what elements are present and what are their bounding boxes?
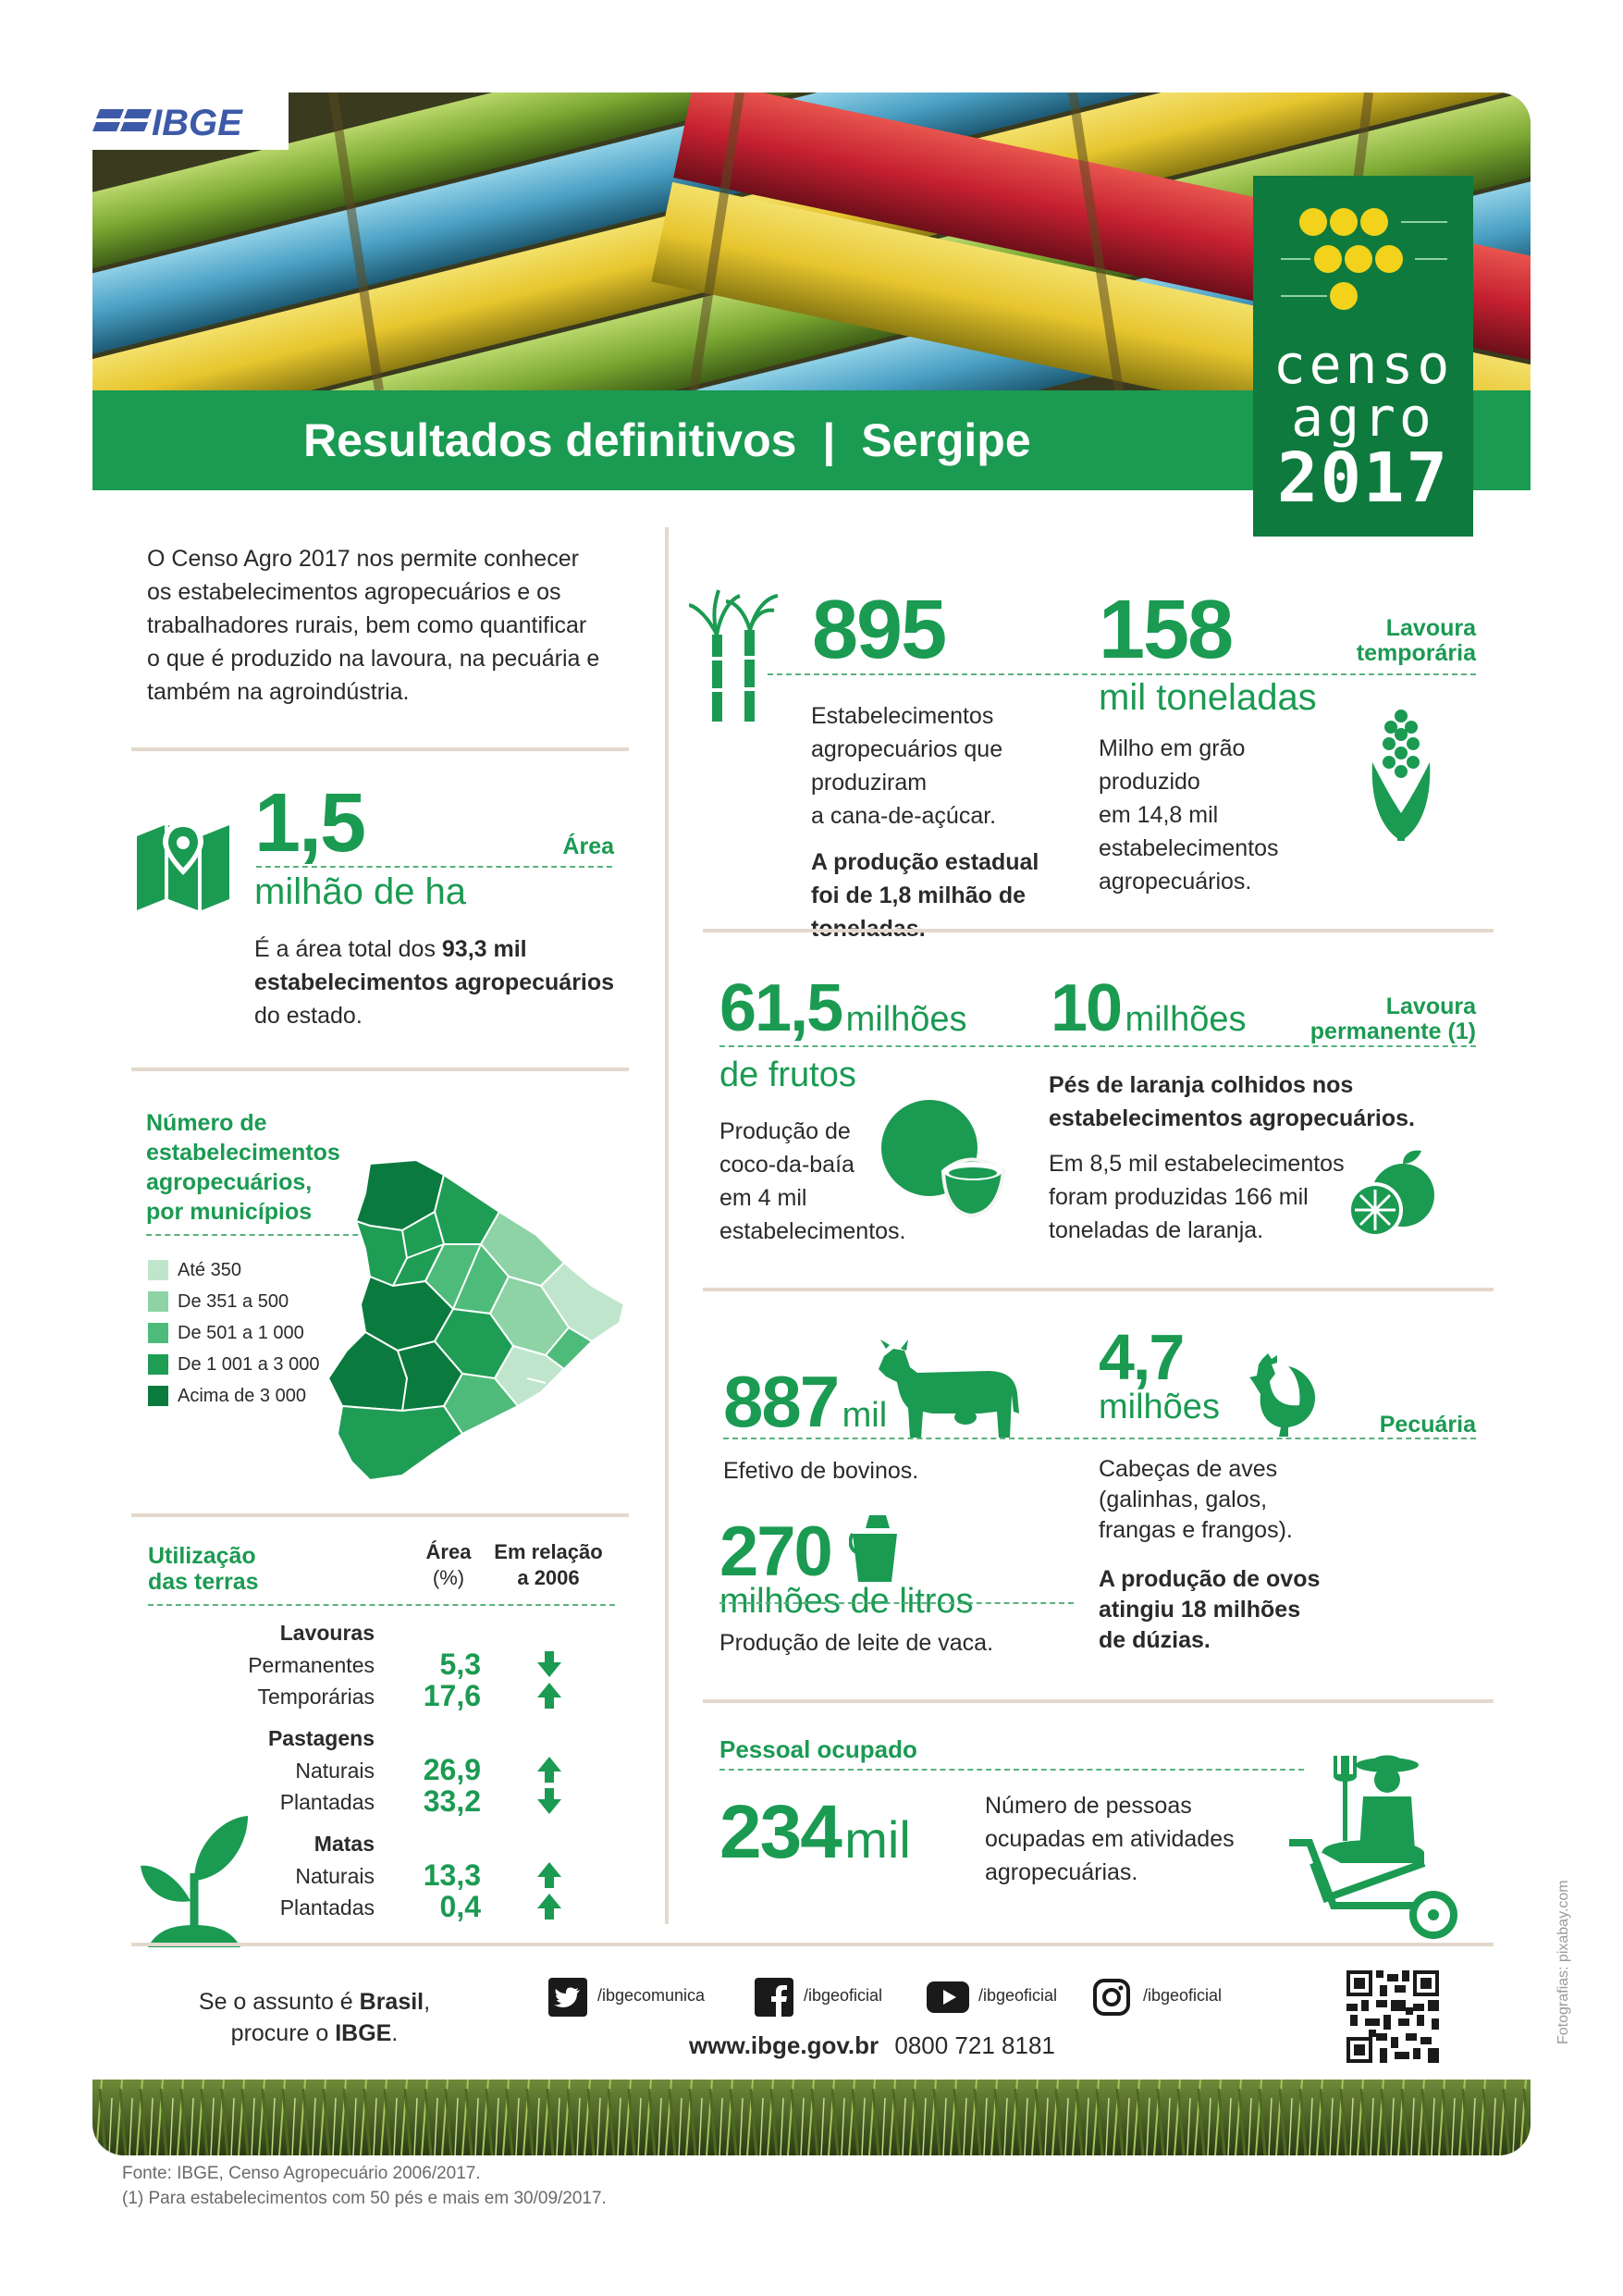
slogan-end: . xyxy=(391,2020,399,2046)
map-title-line: por municípios xyxy=(146,1199,313,1225)
dash-line xyxy=(148,1604,615,1606)
birds-bold-line: A produção de ovos xyxy=(1099,1566,1321,1592)
land-use-title xyxy=(148,1543,259,1595)
contact-line xyxy=(689,2031,1055,2060)
orange-value: 10 xyxy=(1051,971,1122,1045)
col-area-label: Área xyxy=(425,1540,472,1563)
qr-code-icon[interactable] xyxy=(1346,1970,1439,2068)
birds-bold-line: atingiu 18 milhões xyxy=(1099,1597,1301,1623)
permanente-tag xyxy=(1276,994,1476,1044)
arrow-down-icon xyxy=(536,1788,562,1819)
legend-label: De 1 001 a 3 000 xyxy=(178,1354,320,1375)
state-name: Sergipe xyxy=(861,414,1031,466)
coconut-icon xyxy=(879,1097,1008,1222)
milk-bucket-icon xyxy=(849,1515,901,1586)
orange-unit: milhões xyxy=(1125,1000,1247,1039)
slogan-pre: Se o assunto é xyxy=(198,1989,360,2015)
dash-line xyxy=(723,1438,1476,1439)
pessoal-desc xyxy=(985,1789,1262,1889)
corn-desc-line: agropecuários. xyxy=(1099,869,1252,895)
cow-icon xyxy=(877,1339,1025,1446)
slogan-pre-2: procure o xyxy=(230,2020,336,2046)
instagram-handle[interactable]: /ibgeoficial xyxy=(1143,1986,1223,2005)
coconut-desc-line: Produção de xyxy=(719,1118,851,1144)
slogan xyxy=(162,1986,467,2049)
land-row-value: 26,9 xyxy=(423,1753,481,1786)
intro-line: o que é produzido na lavoura, na pecuária e xyxy=(147,646,600,672)
group-label: Pastagens xyxy=(267,1726,375,1750)
column-divider xyxy=(665,527,669,1924)
slogan-comma: , xyxy=(424,1989,431,2015)
photo-credit: Fotografias: pixabay.com xyxy=(1555,1880,1571,2044)
col-rel-label: Em relação xyxy=(494,1540,603,1563)
orange-headline xyxy=(1051,971,1247,1045)
col-header-relation xyxy=(488,1539,609,1591)
area-desc-post: do estado. xyxy=(254,1003,363,1029)
cane-desc-line: produziram xyxy=(811,770,928,796)
year-word: 2017 xyxy=(1276,438,1450,518)
slogan-ibge: IBGE xyxy=(335,2020,392,2046)
map-title-line: estabelecimentos xyxy=(146,1140,340,1166)
corn-icon xyxy=(1369,707,1433,846)
twitter-icon[interactable] xyxy=(548,1978,587,2021)
land-row-label: Permanentes xyxy=(248,1653,375,1677)
temporaria-tag xyxy=(1313,616,1476,666)
slogan-brasil: Brasil xyxy=(359,1989,424,2015)
title-separator: | xyxy=(822,414,836,466)
cane-value: 895 xyxy=(812,584,946,676)
corn-value: 158 xyxy=(1099,584,1233,676)
legend-label: Até 350 xyxy=(178,1260,241,1280)
cane-bold-line: A produção estadual xyxy=(811,849,1039,875)
birds-desc xyxy=(1099,1454,1395,1656)
arrow-down-icon xyxy=(536,1651,562,1682)
birds-bold-line: de dúzias. xyxy=(1099,1627,1211,1653)
ibge-logo-mark xyxy=(92,93,289,150)
birds-desc-line: Cabeças de aves xyxy=(1099,1456,1278,1482)
cane-desc-line: agropecuários que xyxy=(811,736,1003,762)
col-area-unit: (%) xyxy=(432,1566,465,1589)
divider xyxy=(703,1288,1494,1291)
sugarcane-field-photo xyxy=(92,2080,1531,2155)
legend-swatch xyxy=(148,1354,168,1375)
site-link[interactable]: www.ibge.gov.br xyxy=(689,2031,879,2059)
coconut-desc-line: coco-da-baía xyxy=(719,1152,855,1178)
land-use-title-line: Utilização xyxy=(148,1543,256,1569)
youtube-handle[interactable]: /ibgeoficial xyxy=(978,1986,1058,2005)
legend-swatch xyxy=(148,1260,168,1280)
cattle-unit: mil xyxy=(842,1396,888,1435)
coconut-desc-line: em 4 mil xyxy=(719,1185,807,1211)
land-row-value: 13,3 xyxy=(423,1858,481,1892)
coconut-desc-line: estabelecimentos. xyxy=(719,1218,906,1244)
phone-number: 0800 721 8181 xyxy=(894,2031,1055,2059)
pessoal-title: Pessoal ocupado xyxy=(719,1735,917,1763)
instagram-icon[interactable] xyxy=(1092,1978,1131,2021)
title-text: Resultados definitivos xyxy=(303,414,797,466)
milk-desc: Produção de leite de vaca. xyxy=(719,1630,994,1656)
sugarcane-icon xyxy=(689,588,780,727)
pessoal-desc-line: agropecuárias. xyxy=(985,1859,1138,1885)
orange-bold xyxy=(1049,1068,1474,1135)
arrow-up-icon xyxy=(536,1683,562,1713)
cane-desc-line: a cana-de-açúcar. xyxy=(811,803,997,829)
legend-swatch xyxy=(148,1323,168,1343)
dash-line xyxy=(768,673,1476,675)
corn-desc-line: em 14,8 mil xyxy=(1099,802,1219,828)
tag-line: Lavoura xyxy=(1385,615,1476,641)
arrow-up-icon xyxy=(536,1757,562,1787)
birds-desc-line: (galinhas, galos, xyxy=(1099,1487,1268,1512)
dash-line xyxy=(719,1045,1476,1047)
map-pin-icon xyxy=(137,818,229,915)
cane-desc-line: Estabelecimentos xyxy=(811,703,994,729)
area-value: 1,5 xyxy=(254,777,365,870)
censo-agro-logo xyxy=(1253,176,1473,537)
land-row-label: Naturais xyxy=(295,1864,375,1888)
intro-line: trabalhadores rurais, bem como quantificar xyxy=(147,612,587,638)
land-row-value: 5,3 xyxy=(439,1648,481,1681)
pessoal-headline xyxy=(719,1790,911,1874)
facebook-handle[interactable]: /ibgeoficial xyxy=(804,1986,883,2005)
cane-desc xyxy=(811,699,1079,945)
intro-text xyxy=(147,542,628,709)
tag-line: Lavoura xyxy=(1385,994,1476,1019)
land-row-label: Plantadas xyxy=(279,1895,375,1920)
orange-bold-line: Pés de laranja colhidos nos xyxy=(1049,1072,1354,1098)
intro-line: O Censo Agro 2017 nos permite conhecer xyxy=(147,546,579,572)
cattle-value: 887 xyxy=(723,1361,839,1442)
col-header-area xyxy=(407,1539,490,1591)
footnote: (1) Para estabelecimentos com 50 pés e mais em 30/09/2017. xyxy=(122,2189,607,2208)
land-row-value: 33,2 xyxy=(423,1784,481,1818)
legend-label: Acima de 3 000 xyxy=(178,1386,306,1406)
cattle-headline xyxy=(723,1361,888,1442)
area-desc-pre: É a área total dos xyxy=(254,936,442,962)
land-use-title-line: das terras xyxy=(148,1569,259,1595)
censo-word: censo xyxy=(1273,333,1454,396)
intro-line: também na agroindústria. xyxy=(147,679,410,705)
footer-photo xyxy=(92,2080,1531,2155)
orange-desc-line: Em 8,5 mil estabelecimentos xyxy=(1049,1151,1345,1177)
dash-line xyxy=(719,1769,1304,1771)
map-title-line: agropecuários, xyxy=(146,1169,313,1195)
area-tag: Área xyxy=(562,833,614,859)
facebook-icon[interactable] xyxy=(755,1978,793,2021)
col-rel-year: a 2006 xyxy=(517,1566,580,1589)
tag-line: permanente (1) xyxy=(1309,1018,1476,1044)
agro-word: agro xyxy=(1291,386,1435,449)
divider xyxy=(703,929,1494,932)
divider xyxy=(131,1943,1494,1946)
coconut-headline xyxy=(719,971,967,1045)
legend-label: De 351 a 500 xyxy=(178,1291,289,1312)
land-row-label: Naturais xyxy=(295,1759,375,1783)
coconut-value: 61,5 xyxy=(719,971,842,1045)
group-label: Lavouras xyxy=(279,1621,375,1645)
dash-line xyxy=(256,866,612,868)
coconut-unit-2: de frutos xyxy=(719,1055,856,1094)
legend-label: De 501 a 1 000 xyxy=(178,1323,304,1343)
divider xyxy=(131,747,629,751)
area-desc-bold: 93,3 mil estabelecimentos agropecuários xyxy=(254,936,615,995)
milk-value: 270 xyxy=(719,1512,831,1591)
legend-swatch xyxy=(148,1291,168,1312)
cane-bold-line: foi de 1,8 milhão de xyxy=(811,883,1026,908)
birds-desc-line: frangas e frangos). xyxy=(1099,1517,1293,1543)
area-unit: milhão de ha xyxy=(254,871,467,912)
orange-desc xyxy=(1049,1147,1363,1247)
corn-desc-line: estabelecimentos xyxy=(1099,835,1279,861)
orange-bold-line: estabelecimentos agropecuários. xyxy=(1049,1105,1415,1131)
ibge-logo-text: IBGE xyxy=(152,103,242,143)
ibge-logo xyxy=(92,93,289,150)
coconut-unit: milhões xyxy=(845,1000,967,1039)
divider xyxy=(703,1699,1494,1703)
orange-desc-line: toneladas de laranja. xyxy=(1049,1217,1264,1243)
youtube-icon[interactable] xyxy=(927,1981,969,2018)
intro-line: os estabelecimentos agropecuários e os xyxy=(147,579,561,605)
divider xyxy=(131,1068,629,1071)
pessoal-unit: mil xyxy=(844,1810,911,1869)
sergipe-map xyxy=(314,1156,629,1489)
land-row-label: Temporárias xyxy=(257,1685,375,1709)
map-title-line: Número de xyxy=(146,1110,267,1136)
legend-swatch xyxy=(148,1386,168,1406)
land-row-value: 0,4 xyxy=(439,1890,481,1923)
corn-desc xyxy=(1099,732,1321,898)
rooster-icon xyxy=(1244,1353,1318,1441)
dash-line xyxy=(719,1602,1074,1604)
milk-unit: milhões de litros xyxy=(719,1582,974,1621)
pecuaria-tag: Pecuária xyxy=(1379,1412,1476,1438)
pessoal-desc-line: ocupadas em atividades xyxy=(985,1826,1235,1852)
arrow-up-icon xyxy=(536,1894,562,1924)
cattle-desc: Efetivo de bovinos. xyxy=(723,1458,919,1484)
pessoal-value: 234 xyxy=(719,1790,841,1874)
group-label: Matas xyxy=(314,1832,375,1856)
twitter-handle[interactable]: /ibgecomunica xyxy=(597,1986,706,2005)
page-title xyxy=(303,414,1031,467)
orange-desc-line: foram produzidas 166 mil xyxy=(1049,1184,1309,1210)
land-row-value: 17,6 xyxy=(423,1679,481,1712)
source-note: Fonte: IBGE, Censo Agropecuário 2006/2017. xyxy=(122,2164,481,2183)
divider xyxy=(131,1513,629,1517)
pessoal-desc-line: Número de pessoas xyxy=(985,1793,1192,1819)
corn-desc-line: produzido xyxy=(1099,769,1200,795)
area-desc xyxy=(254,932,620,1032)
corn-desc-line: Milho em grão xyxy=(1099,735,1246,761)
orange-icon xyxy=(1346,1149,1438,1246)
land-row-label: Plantadas xyxy=(279,1790,375,1814)
sprout-icon xyxy=(139,1808,250,1952)
corn-unit: mil toneladas xyxy=(1099,677,1317,718)
arrow-up-icon xyxy=(536,1862,562,1893)
birds-unit: milhões xyxy=(1099,1388,1220,1426)
birds-value: 4,7 xyxy=(1099,1321,1184,1393)
farmer-icon xyxy=(1285,1748,1461,1947)
tag-line: temporária xyxy=(1356,640,1476,666)
grape-dots-icon xyxy=(1253,176,1473,342)
map-title xyxy=(146,1108,340,1227)
